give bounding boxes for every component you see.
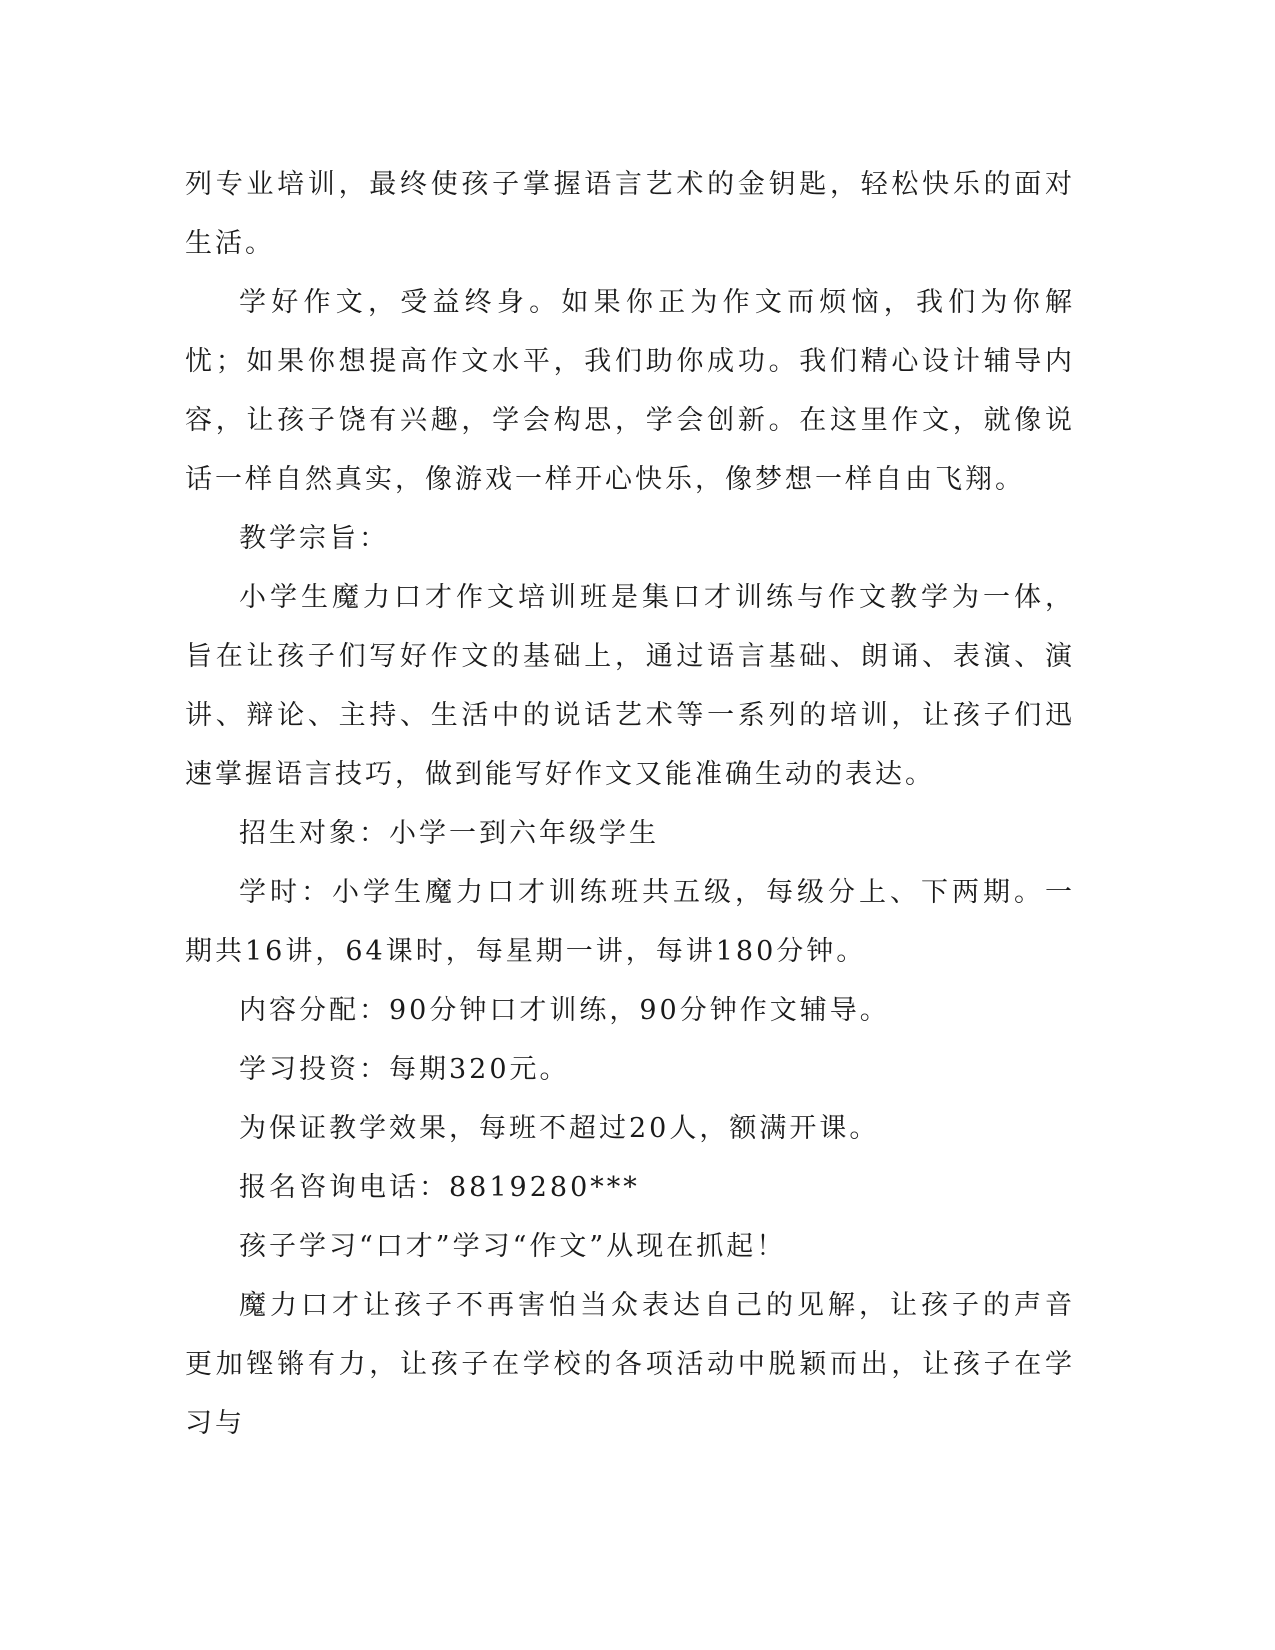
paragraph: 小学生魔力口才作文培训班是集口才训练与作文教学为一体，旨在让孩子们写好作文的基础上，通过语言基础、朗诵、表演、演讲、辩论、主持、生活中的说话艺术等一系列的培训，让孩子们迅速掌握语言技巧，做到能写好作文又能准确生动的表达。	[185, 582, 1075, 790]
content-allocation-line: 内容分配：90分钟口才训练，90分钟作文辅导。	[239, 995, 890, 1026]
fee-line: 学习投资：每期320元。	[239, 1054, 570, 1085]
phone-line: 报名咨询电话：8819280***	[239, 1172, 640, 1203]
schedule-line: 学时：小学生魔力口才训练班共五级，每级分上、下两期。一期共16讲，64课时，每星期一讲，每讲180分钟。	[185, 877, 1075, 967]
document-body	[185, 155, 1075, 1453]
enrollment-line: 招生对象：小学一到六年级学生	[239, 818, 659, 849]
class-size-line: 为保证教学效果，每班不超过20人，额满开课。	[239, 1113, 880, 1144]
paragraph: 学好作文，受益终身。如果你正为作文而烦恼，我们为你解忧；如果你想提高作文水平，我们助你成功。我们精心设计辅导内容，让孩子饶有兴趣，学会构思，学会创新。在这里作文，就像说话一样自然真实，像游戏一样开心快乐，像梦想一样自由飞翔。	[185, 287, 1075, 495]
section-heading: 教学宗旨：	[239, 523, 389, 554]
paragraph: 列专业培训，最终使孩子掌握语言艺术的金钥匙，轻松快乐的面对生活。	[185, 169, 1075, 259]
slogan-line: 孩子学习“口才”学习“作文”从现在抓起！	[239, 1231, 787, 1262]
paragraph: 魔力口才让孩子不再害怕当众表达自己的见解，让孩子的声音更加铿锵有力，让孩子在学校的各项活动中脱颖而出，让孩子在学习与	[185, 1290, 1075, 1439]
